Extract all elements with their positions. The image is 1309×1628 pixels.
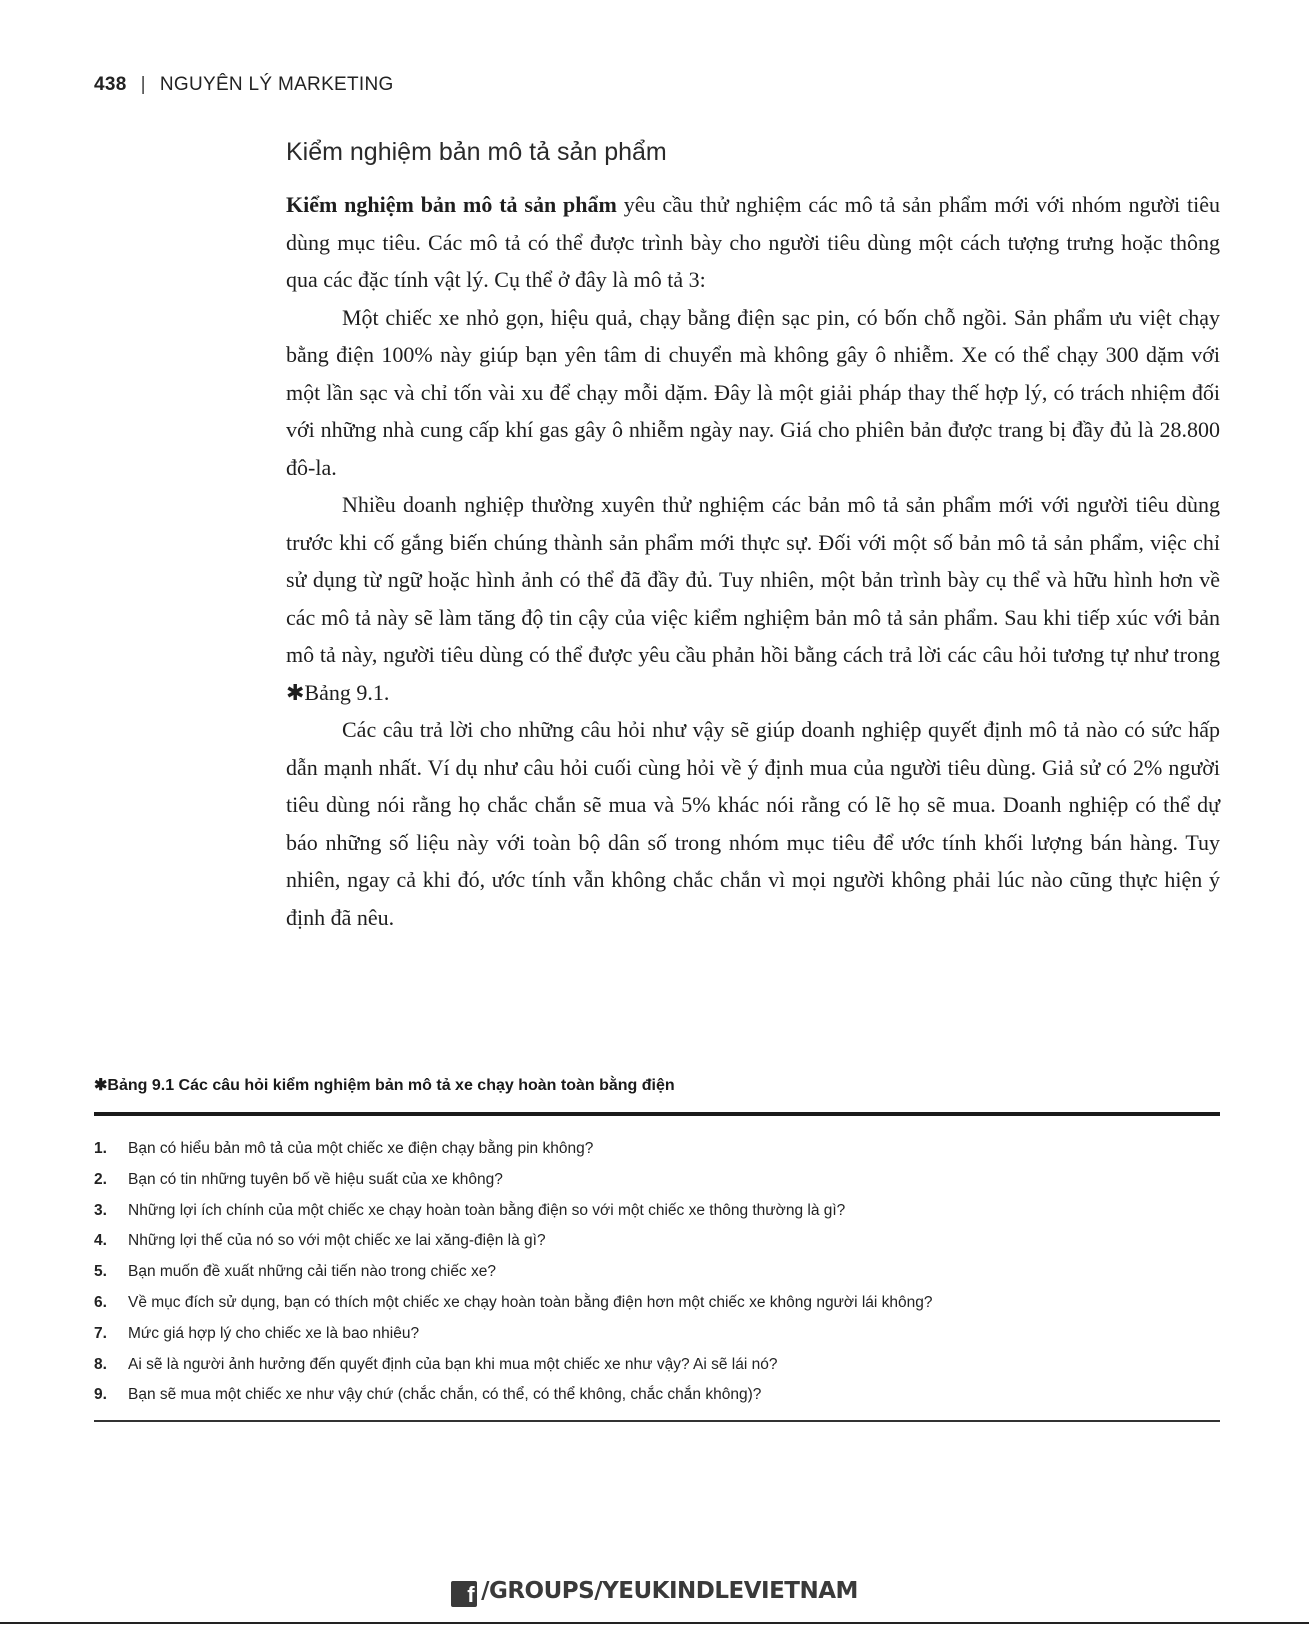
facebook-icon: f — [451, 1581, 477, 1607]
table-title: ✱Bảng 9.1 Các câu hỏi kiểm nghiệm bản mô tả xe chạy hoàn toàn bằng điện — [94, 1077, 675, 1094]
list-text: Mức giá hợp lý cho chiếc xe là bao nhiêu? — [128, 1324, 420, 1342]
question-list — [94, 1134, 1220, 1411]
paragraph-3 — [286, 486, 1220, 711]
list-number: 8. — [94, 1355, 107, 1373]
book-title: NGUYÊN LÝ MARKETING — [159, 74, 394, 95]
list-number: 2. — [94, 1170, 107, 1188]
list-text: Những lợi thế của nó so với một chiếc xe lai xăng-điện là gì? — [128, 1232, 546, 1250]
paragraph-2: Một chiếc xe nhỏ gọn, hiệu quả, chạy bằng điện sạc pin, có bốn chỗ ngồi. Sản phẩm ưu việt chạy bằng điện 100% này giúp bạn yên tâm di chuyển mà không gây ô nhiễm. Xe có thể chạy 300 dặm với một lần sạc và chỉ tốn vài xu để chạy mỗi dặm. Đây là một giải pháp thay thế hợp lý, có trách nhiệm đối với những nhà cung cấp khí gas gây ô nhiễm ngày nay. Giá cho phiên bản được trang bị đầy đủ là 28.800 đô-la. — [286, 304, 1220, 480]
list-text: Ai sẽ là người ảnh hưởng đến quyết định của bạn khi mua một chiếc xe như vậy? Ai sẽ lái nó? — [128, 1355, 778, 1373]
page-bottom-border — [0, 1622, 1309, 1624]
body-text — [286, 186, 1220, 936]
section-heading: Kiểm nghiệm bản mô tả sản phẩm — [286, 138, 667, 166]
list-number: 7. — [94, 1324, 107, 1342]
list-text: Những lợi ích chính của một chiếc xe chạy hoàn toàn bằng điện so với một chiếc xe thông thường là gì? — [128, 1201, 846, 1219]
paragraph-1-text: yêu cầu thử nghiệm các mô tả sản phẩm mới với nhóm người tiêu dùng mục tiêu. Các mô tả có thể được trình bày cho người tiêu dùng một cách tượng trưng hoặc thông qua các đặc tính vật lý. Cụ thể ở đây là mô tả 3: — [286, 192, 1220, 292]
running-header — [94, 74, 394, 96]
header-separator: | — [140, 74, 146, 95]
list-item — [94, 1350, 1220, 1381]
list-number: 6. — [94, 1293, 107, 1311]
list-text: Bạn sẽ mua một chiếc xe như vậy chứ (chắc chắn, có thể, có thể không, chắc chắn không)? — [128, 1386, 762, 1404]
list-number: 9. — [94, 1386, 107, 1404]
list-item — [94, 1134, 1220, 1165]
table-bottom-rule — [94, 1420, 1220, 1422]
list-number: 3. — [94, 1201, 107, 1219]
list-number: 5. — [94, 1263, 107, 1281]
footer-watermark — [0, 1578, 1309, 1607]
paragraph-1 — [286, 186, 1220, 299]
list-number: 4. — [94, 1232, 107, 1250]
paragraph-4: Các câu trả lời cho những câu hỏi như vậy sẽ giúp doanh nghiệp quyết định mô tả nào có sức hấp dẫn mạnh nhất. Ví dụ như câu hỏi cuối cùng hỏi về ý định mua của người tiêu dùng. Giả sử có 2% người tiêu dùng nói rằng họ chắc chắn sẽ mua và 5% khác nói rằng có lẽ họ sẽ mua. Doanh nghiệp có thể dự báo những số liệu này với toàn bộ dân số trong nhóm mục tiêu để ước tính khối lượng bán hàng. Tuy nhiên, ngay cả khi đó, ước tính vẫn không chắc chắn vì mọi người không phải lúc nào cũng thực hiện ý định đã nêu. — [286, 717, 1220, 930]
list-item — [94, 1288, 1220, 1319]
list-text: Bạn muốn đề xuất những cải tiến nào trong chiếc xe? — [128, 1263, 496, 1281]
list-item — [94, 1196, 1220, 1227]
list-item — [94, 1165, 1220, 1196]
list-text: Bạn có tin những tuyên bố về hiệu suất của xe không? — [128, 1170, 503, 1188]
list-text: Bạn có hiểu bản mô tả của một chiếc xe điện chạy bằng pin không? — [128, 1140, 594, 1157]
list-text: Về mục đích sử dụng, bạn có thích một chiếc xe chạy hoàn toàn bằng điện hơn một chiếc xe không người lái không? — [128, 1293, 933, 1311]
list-item — [94, 1380, 1220, 1411]
paragraph-3-text: Nhiều doanh nghiệp thường xuyên thử nghiệm các bản mô tả sản phẩm mới với người tiêu dùng trước khi cố gắng biến chúng thành sản phẩm mới thực sự. Đối với một số bản mô tả sản phẩm, việc chỉ sử dụng từ ngữ hoặc hình ảnh có thể đã đầy đủ. Tuy nhiên, một bản trình bày cụ thể và hữu hình hơn về các mô tả này sẽ làm tăng độ tin cậy của việc kiểm nghiệm bản mô tả sản phẩm. Sau khi tiếp xúc với bản mô tả này, người tiêu dùng có thể được yêu cầu phản hồi bằng cách trả lời các câu hỏi tương tự như trong — [286, 492, 1220, 667]
footer-text: /GROUPS/YEUKINDLEVIETNAM — [481, 1578, 858, 1604]
list-number: 1. — [94, 1140, 107, 1157]
list-item — [94, 1319, 1220, 1350]
key-term: Kiểm nghiệm bản mô tả sản phẩm — [286, 192, 617, 217]
table-top-rule — [94, 1112, 1220, 1116]
page-number: 438 — [94, 74, 127, 95]
list-item — [94, 1226, 1220, 1257]
table-reference-link[interactable]: ✱Bảng 9.1. — [286, 679, 390, 705]
list-item — [94, 1257, 1220, 1288]
